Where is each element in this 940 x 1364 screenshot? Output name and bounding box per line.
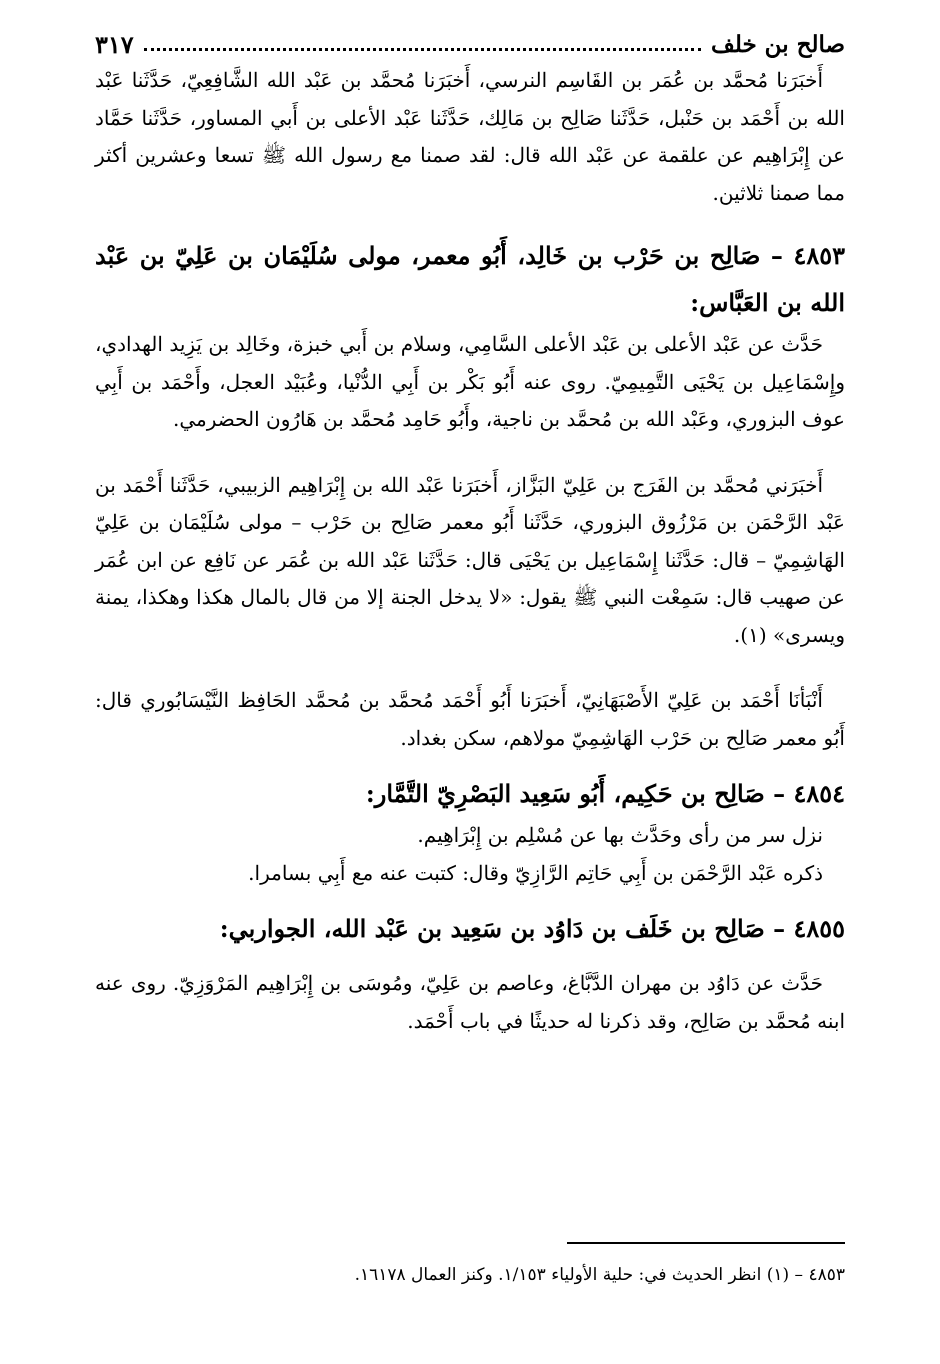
hadith-paragraph: أَخبَرَنا مُحمَّد بن عُمَر بن القَاسِم النرسي، أَخبَرَنا مُحمَّد بن عَبْد الله الشَّافِعِيّ، حَدَّثَنا عَبْد الله بن أَحْمَد بن حَنْبل، حَدَّثَنا صَالِح بن مَالِك، حَدَّثَنا عَبْد الأعلى بن أَبي المساور، حَدَّثَنا حَمَّاد عن إِبْرَاهِيم عن علقمة عن عَبْد الله قال: لقد صمنا مع رسول الله ﷺ تسعا وعشرين أكثر مما صمنا ثلاثين. [95,68,845,205]
running-title: صالح بن خلف [711,31,845,58]
spacer [95,654,845,682]
biography-paragraph: أَنْبَأنَا أَحْمَد بن عَلِيّ الأَصْبَهَانِيّ، أَخبَرَنا أَبُو أَحْمَد مُحمَّد بن مُحمَّد الحَافِظ النَّيْسَابُوري قال: أَبُو معمر صَالِح بن حَرْب الهَاشِمِيّ مولاهم، سكن بغداد. [95,688,845,750]
spacer [95,212,845,232]
page-body [95,62,845,1040]
dotted-leader [144,48,701,51]
biography-paragraph: حَدَّث عن دَاوُد بن مهران الدَّبَّاغ، وعاصم بن عَلِيّ، ومُوسَى بن إِبْرَاهِيم المَرْوَزِيّ. روى عنه ابنه مُحمَّد بن صَالِح، وقد ذكرنا له حديثًا في باب أَحْمَد. [95,971,845,1033]
entry-heading-4853: ٤٨٥٣ – صَالِح بن حَرْب بن خَالِد، أَبُو معمر، مولى سُلَيْمَان بن عَلِيّ بن عَبْد الله بن العَبَّاس: [95,241,845,317]
page-header [95,24,845,60]
footnote: ٤٨٥٣ – (١) انظر الحديث في: حلية الأولياء ١/١٥٣. وكنز العمال ١٦١٧٨. [354,1265,845,1285]
biography-paragraph: ذكره عَبْد الرَّحْمَن بن أَبِي حَاتِم الرَّازِيّ وقال: كتبت عنه مع أَبِي بسامرا. [248,860,823,885]
spacer [95,757,845,770]
biography-paragraph: نزل سر من رأى وحَدَّث بها عن مُسْلِم بن إِبْرَاهِيم. [417,823,823,847]
entry-heading-4854: ٤٨٥٤ – صَالِح بن حَكِيم، أَبُو سَعِيد البَصْرِيّ التَّمَّار: [365,779,845,808]
page-number: ٣١٧ [95,30,134,59]
entry-heading-4855: ٤٨٥٥ – صَالِح بن خَلَف بن دَاوُد بن سَعِيد بن عَبْد الله، الجواربي: [219,914,845,943]
spacer [95,439,845,467]
spacer [95,892,845,905]
spacer [95,952,845,965]
hadith-paragraph: أَخبَرَني مُحمَّد بن الفَرَج بن عَلِيّ البَزَّاز، أَخبَرَنا عَبْد الله بن إِبْرَاهِيم الزبيبي، حَدَّثَنا أَحْمَد بن عَبْد الرَّحْمَن بن مَرْزُوق البزوري، حَدَّثَنا أَبُو معمر صَالِح بن حَرْب – مولى سُلَيْمَان بن عَلِيّ الهَاشِمِيّ – قال: حَدَّثَنا إِسْمَاعِيل بن يَحْيَى قال: حَدَّثَنا عَبْد الله بن عُمَر عن نَافِع عن ابن عُمَر عن صهيب قال: سَمِعْت النبي ﷺ يقول: «لا يدخل الجنة إلا من قال بالمال هكذا وهكذا، يمنة ويسرى» (١). [95,472,845,647]
biography-paragraph: حَدَّث عن عَبْد الأعلى بن عَبْد الأعلى السَّامِي، وسلام بن أَبي خبزة، وخَالِد بن يَزِيد الهدادي، وإِسْمَاعِيل بن يَحْيَى التَّمِيمِيّ. روى عنه أَبُو بَكْر بن أَبِي الدُّنْيا، وعُبَيْد العجل، وأَحْمَد بن أَبِي عوف البزوري، وعَبْد الله بن مُحمَّد بن ناجية، وأَبُو حَامِد مُحمَّد بن هَارُون الحضرمي. [95,332,845,431]
footnote-separator [567,1242,845,1244]
